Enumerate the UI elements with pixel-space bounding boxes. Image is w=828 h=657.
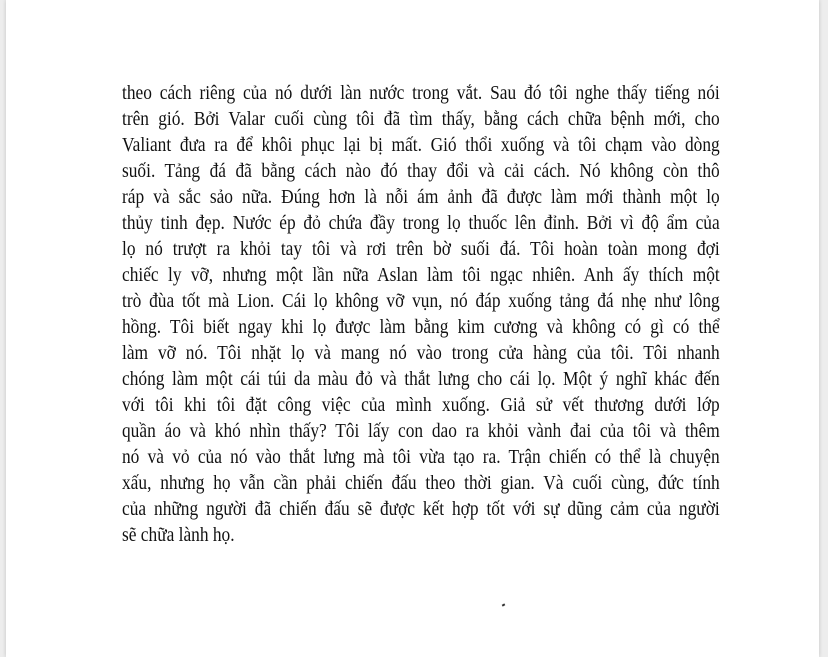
scan-speck	[502, 603, 506, 606]
text-line: làm vỡ nó. Tôi nhặt lọ và mang nó vào trong cửa hàng của tôi. Tôi nhanh	[122, 342, 720, 364]
text-line: suối. Tảng đá đã bằng cách nào đó thay đổi và cải cách. Nó không còn thô	[122, 160, 720, 182]
text-line: hồng. Tôi biết ngay khi lọ được làm bằng kim cương và không có gì có thể	[122, 316, 720, 338]
text-line: theo cách riêng của nó dưới làn nước trong vắt. Sau đó tôi nghe thấy tiếng nói	[122, 82, 720, 104]
text-line: Valiant đưa ra để khôi phục lại bị mất. Gió thổi xuống và tôi chạm vào dòng	[122, 134, 720, 156]
text-line: sẽ chữa lành họ.	[122, 524, 235, 546]
text-line: trò đùa tốt mà Lion. Cái lọ không vỡ vụn, nó đáp xuống tảng đá nhẹ như lông	[122, 290, 720, 312]
text-line: của những người đã chiến đấu sẽ được kết hợp tốt với sự dũng cảm của người	[122, 498, 720, 520]
text-line: lọ nó trượt ra khỏi tay tôi và rơi trên bờ suối đá. Tôi hoàn toàn mong đợi	[122, 238, 720, 260]
text-line: chóng làm một cái túi da màu đỏ và thắt lưng cho cái lọ. Một ý nghĩ khác đến	[122, 368, 720, 390]
document-page	[6, 0, 819, 657]
text-line: ráp và sắc sảo nữa. Đúng hơn là nỗi ám ảnh đã được làm mới thành một lọ	[122, 186, 720, 208]
text-line: quần áo và khó nhìn thấy? Tôi lấy con dao ra khỏi vành đai của tôi và thêm	[122, 420, 720, 442]
text-line: nó và vỏ của nó vào thắt lưng mà tôi vừa tạo ra. Trận chiến có thể là chuyện	[122, 446, 720, 468]
body-text	[122, 80, 720, 548]
text-line: trên gió. Bởi Valar cuối cùng tôi đã tìm thấy, bằng cách chữa bệnh mới, cho	[122, 108, 720, 130]
text-line: với tôi khi tôi đặt công việc của mình xuống. Giả sử vết thương dưới lớp	[122, 394, 720, 416]
text-line: thủy tinh đẹp. Nước ép đỏ chứa đầy trong lọ thuốc lên đỉnh. Bởi vì độ ẩm của	[122, 212, 720, 234]
text-line: chiếc ly vỡ, nhưng một lần nữa Aslan làm tôi ngạc nhiên. Anh ấy thích một	[122, 264, 720, 286]
text-line: xấu, nhưng họ vẫn cần phải chiến đấu theo thời gian. Và cuối cùng, đức tính	[122, 472, 720, 494]
